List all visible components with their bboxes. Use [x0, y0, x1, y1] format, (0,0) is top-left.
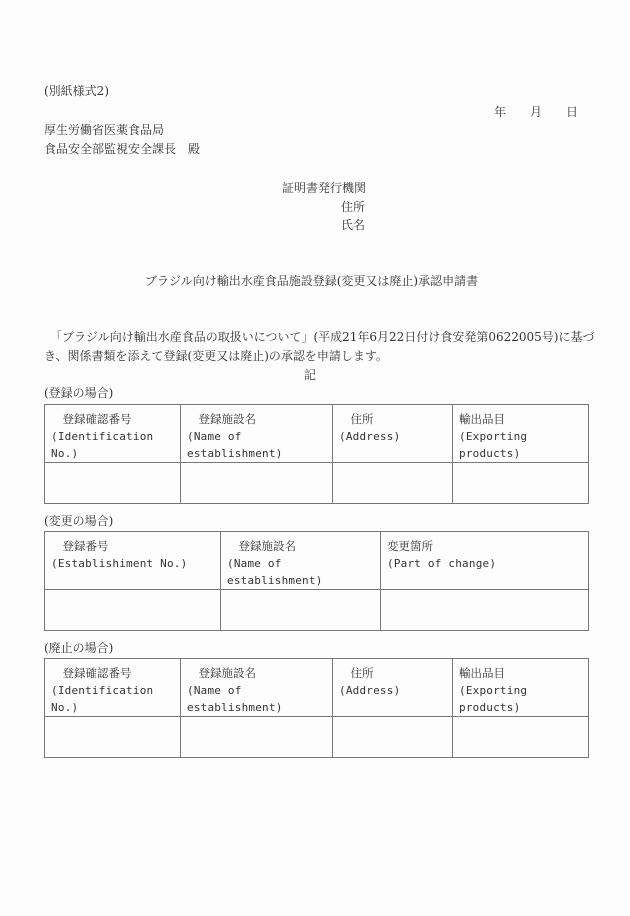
table-row: [45, 463, 589, 504]
part-of-change-field[interactable]: [381, 590, 589, 631]
date-day-label: 日: [566, 105, 579, 119]
exporting-products-field[interactable]: [453, 463, 589, 504]
abolition-section-label: (廃止の場合): [44, 641, 114, 655]
establishment-name-field[interactable]: [181, 463, 333, 504]
issuer-organization: 証明書発行機関: [282, 181, 367, 195]
header-identification-no: 登録確認番号 (Identification No.): [45, 405, 181, 463]
table-row: [45, 717, 589, 758]
form-number: (別紙様式2): [44, 84, 109, 98]
table-header-row: [45, 659, 589, 717]
body-text-line-1: 「ブラジル向け輸出水産食品の取扱いについて」(平成21年6月22日付け食安発第0622005号)に基づ: [44, 330, 595, 344]
issuer-address-label: 住所: [341, 200, 366, 214]
registration-section-label: (登録の場合): [44, 386, 114, 400]
exporting-products-field[interactable]: [453, 717, 589, 758]
body-text-line-2: き、関係書類を添えて登録(変更又は廃止)の承認を申請します。: [44, 349, 388, 363]
establishment-name-field[interactable]: [221, 590, 381, 631]
header-establishment-name: 登録施設名 (Name of establishment): [221, 532, 381, 590]
change-table: [44, 531, 589, 631]
header-establishment-name: 登録施設名 (Name of establishment): [181, 405, 333, 463]
addressee-line-1: 厚生労働省医薬食品局: [44, 123, 165, 137]
abolition-table: [44, 658, 589, 758]
addressee-line-2: 食品安全部監視安全課長 殿: [44, 142, 201, 156]
establishment-name-field[interactable]: [181, 717, 333, 758]
identification-no-field[interactable]: [45, 717, 181, 758]
address-field[interactable]: [333, 717, 453, 758]
header-exporting-products: 輸出品目 (Exporting products): [453, 405, 589, 463]
header-address: 住所 (Address): [333, 659, 453, 717]
header-identification-no: 登録確認番号 (Identification No.): [45, 659, 181, 717]
change-section-label: (変更の場合): [44, 514, 114, 528]
header-part-of-change: 変更箇所 (Part of change): [381, 532, 589, 590]
table-header-row: [45, 405, 589, 463]
identification-no-field[interactable]: [45, 463, 181, 504]
header-establishment-name: 登録施設名 (Name of establishment): [181, 659, 333, 717]
address-field[interactable]: [333, 463, 453, 504]
header-establishment-no: 登録番号 (Establishiment No.): [45, 532, 221, 590]
table-row: [45, 590, 589, 631]
establishment-no-field[interactable]: [45, 590, 221, 631]
date-year-label: 年: [494, 105, 507, 119]
issuer-name-label: 氏名: [341, 218, 366, 232]
header-address: 住所 (Address): [333, 405, 453, 463]
document-title: ブラジル向け輸出水産食品施設登録(変更又は廃止)承認申請書: [145, 274, 479, 288]
header-exporting-products: 輸出品目 (Exporting products): [453, 659, 589, 717]
registration-table: [44, 404, 589, 504]
table-header-row: [45, 532, 589, 590]
date-month-label: 月: [530, 105, 543, 119]
ki-heading: 記: [304, 368, 317, 382]
